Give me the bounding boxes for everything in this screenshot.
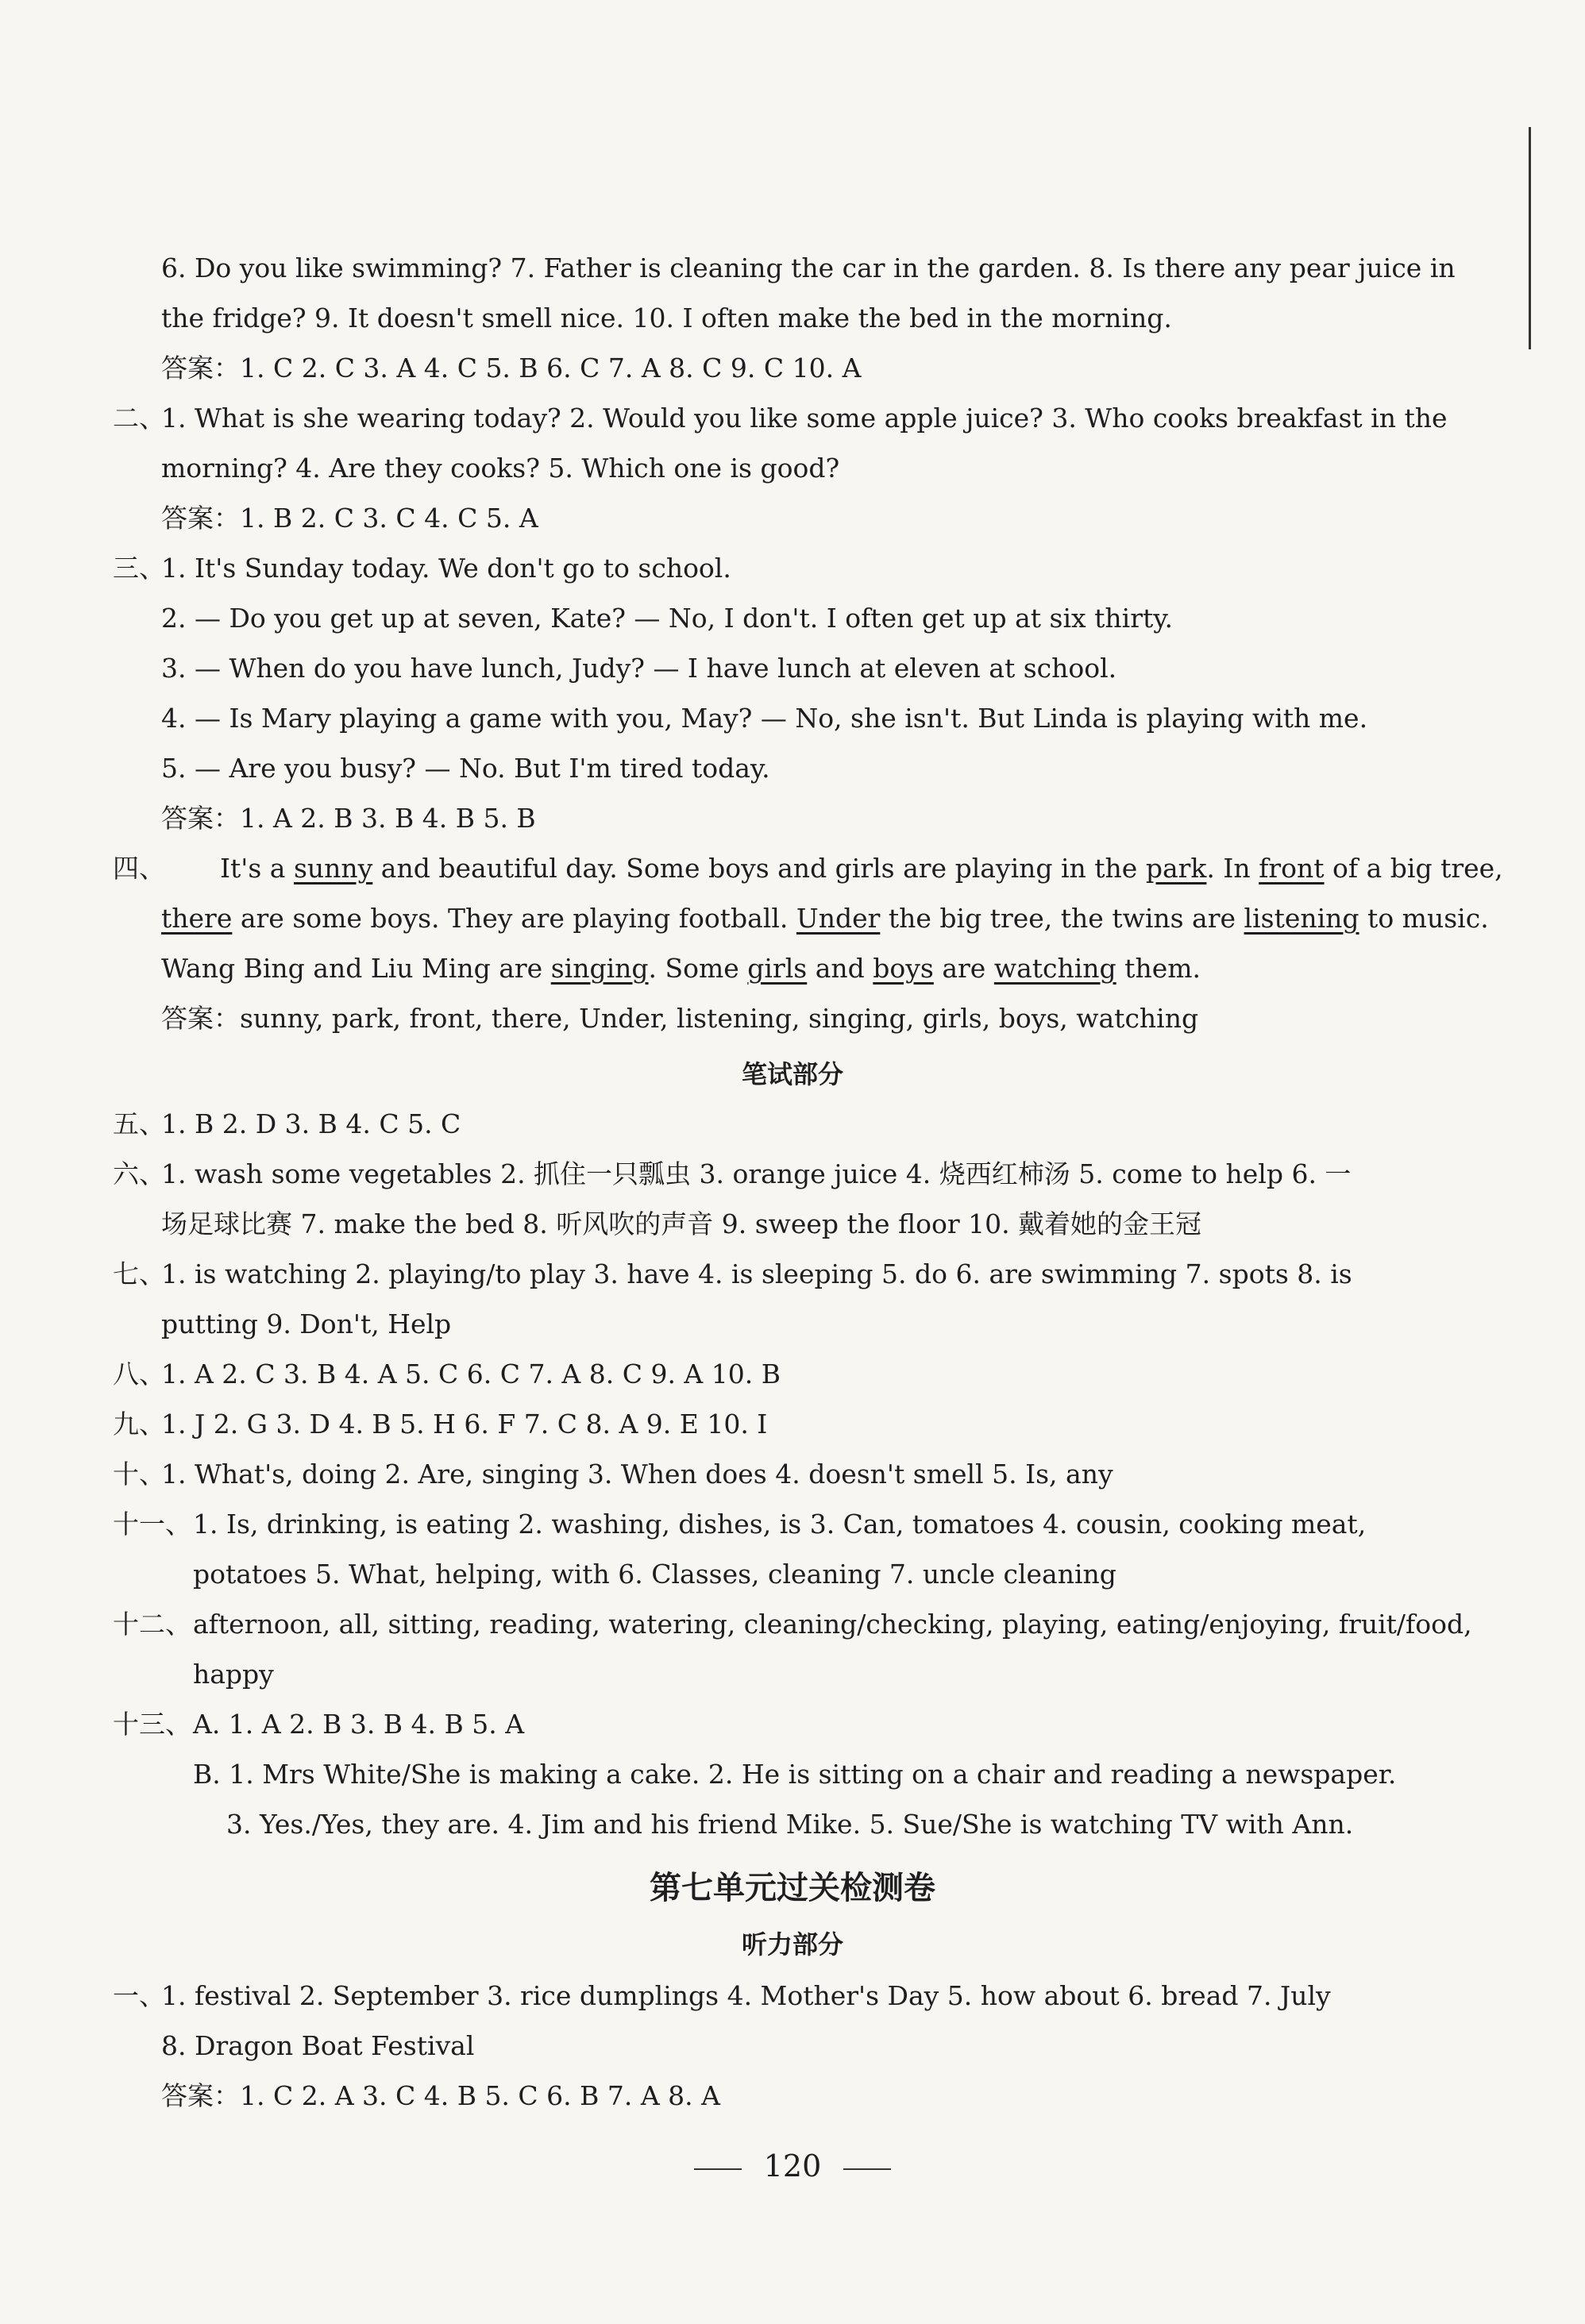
blank-word: sunny [293, 853, 373, 884]
line-text: 3. Yes./Yes, they are. 4. Jim and his friend Mike. 5. Sue/She is watching TV with Ann. [226, 1809, 1354, 1840]
line-text: 6. Do you like swimming? 7. Father is cleaning the car in the garden. 8. Is there any pear juice in [161, 252, 1456, 283]
line-text: 答案：1. C 2. C 3. A 4. C 5. B 6. C 7. A 8. C 9. C 10. A [161, 353, 862, 383]
section-label: 六、 [113, 1158, 165, 1189]
section-label: 八、 [113, 1359, 165, 1389]
line-text: 1. festival 2. September 3. rice dumplings 4. Mother's Day 5. how about 6. bread 7. July [161, 1980, 1331, 2011]
line-text: morning? 4. Are they cooks? 5. Which one is good? [161, 453, 840, 484]
section-label: 四、 [113, 853, 165, 884]
page-number-dash-right [843, 2168, 891, 2170]
line-text: 2. — Do you get up at seven, Kate? — No, I don't. I often get up at six thirty. [161, 603, 1173, 634]
line-text: 1. What is she wearing today? 2. Would you like some apple juice? 3. Who cooks breakfast in the [161, 403, 1448, 434]
blank-word: park [1145, 853, 1207, 884]
section-heading-listening: 听力部分 [741, 1929, 843, 1960]
section-label: 十三、 [113, 1709, 191, 1740]
page-number [0, 2149, 1585, 2183]
line-text: potatoes 5. What, helping, with 6. Classes, cleaning 7. uncle cleaning [193, 1559, 1116, 1590]
line-text: 4. — Is Mary playing a game with you, May? — No, she isn't. But Linda is playing with me. [161, 703, 1368, 734]
blank-word: listening [1244, 903, 1359, 934]
section-label: 七、 [113, 1258, 165, 1289]
blank-word: girls [747, 953, 808, 984]
line-text: 1. is watching 2. playing/to play 3. have 4. is sleeping 5. do 6. are swimming 7. spots 8. is [161, 1258, 1352, 1289]
blank-word: singing [550, 953, 649, 984]
line-text: 8. Dragon Boat Festival [161, 2030, 475, 2061]
section-heading-written: 笔试部分 [741, 1059, 843, 1089]
blank-word: boys [873, 953, 934, 984]
line-text: 答案：1. B 2. C 3. C 4. C 5. A [161, 503, 538, 534]
line-text: A. 1. A 2. B 3. B 4. B 5. A [193, 1709, 525, 1740]
line-text: 1. It's Sunday today. We don't go to school. [161, 553, 731, 584]
page-number-text: 120 [763, 2149, 822, 2183]
line-text: 3. — When do you have lunch, Judy? — I have lunch at eleven at school. [161, 653, 1117, 684]
line-text: 5. — Are you busy? — No. But I'm tired today. [161, 753, 770, 784]
line-text: 1. B 2. D 3. B 4. C 5. C [161, 1108, 461, 1139]
line-text: 答案：1. C 2. A 3. C 4. B 5. C 6. B 7. A 8. A [161, 2080, 720, 2111]
passage-text: It's a sunny and beautiful day. Some boys and girls are playing in the park. In front of a big tree, [220, 853, 1503, 884]
section-label: 十、 [113, 1459, 165, 1490]
unit-title: 第七单元过关检测卷 [650, 1870, 935, 1906]
line-text: 场足球比赛 7. make the bed 8. 听风吹的声音 9. sweep the floor 10. 戴着她的金王冠 [161, 1208, 1202, 1239]
line-text: afternoon, all, sitting, reading, watering, cleaning/checking, playing, eating/enjoying, fruit/food, [193, 1609, 1472, 1640]
line-text: putting 9. Don't, Help [161, 1308, 452, 1339]
section-label: 二、 [113, 403, 165, 434]
blank-word: there [161, 903, 233, 934]
line-text: the fridge? 9. It doesn't smell nice. 10. I often make the bed in the morning. [161, 303, 1172, 333]
line-text: happy [193, 1659, 274, 1690]
blank-word: front [1259, 853, 1325, 884]
line-text: 1. Is, drinking, is eating 2. washing, dishes, is 3. Can, tomatoes 4. cousin, cooking meat, [193, 1509, 1367, 1540]
line-text: 答案：sunny, park, front, there, Under, listening, singing, girls, boys, watching [161, 1003, 1199, 1034]
blank-word: watching [993, 953, 1116, 984]
line-text: B. 1. Mrs White/She is making a cake. 2. He is sitting on a chair and reading a newspaper. [193, 1759, 1397, 1790]
section-label: 一、 [113, 1980, 165, 2011]
line-text: 1. wash some vegetables 2. 抓住一只瓢虫 3. orange juice 4. 烧西红柿汤 5. come to help 6. 一 [161, 1158, 1352, 1189]
section-label: 十二、 [113, 1609, 191, 1640]
page-number-dash-left [694, 2168, 742, 2170]
section-label: 三、 [113, 553, 165, 584]
line-text: 1. What's, doing 2. Are, singing 3. When does 4. doesn't smell 5. Is, any [161, 1459, 1113, 1490]
line-text: 1. A 2. C 3. B 4. A 5. C 6. C 7. A 8. C 9. A 10. B [161, 1359, 781, 1389]
section-label: 九、 [113, 1409, 165, 1439]
passage-text: Wang Bing and Liu Ming are singing. Some girls and boys are watching them. [161, 953, 1201, 984]
passage-text: there are some boys. They are playing football. Under the big tree, the twins are listening to music. [161, 903, 1489, 934]
scan-margin-mark [1529, 127, 1531, 349]
line-text: 答案：1. A 2. B 3. B 4. B 5. B [161, 803, 536, 834]
blank-word: Under [796, 903, 881, 934]
section-label: 五、 [113, 1108, 165, 1139]
section-label: 十一、 [113, 1509, 191, 1540]
line-text: 1. J 2. G 3. D 4. B 5. H 6. F 7. C 8. A 9. E 10. I [161, 1409, 768, 1439]
